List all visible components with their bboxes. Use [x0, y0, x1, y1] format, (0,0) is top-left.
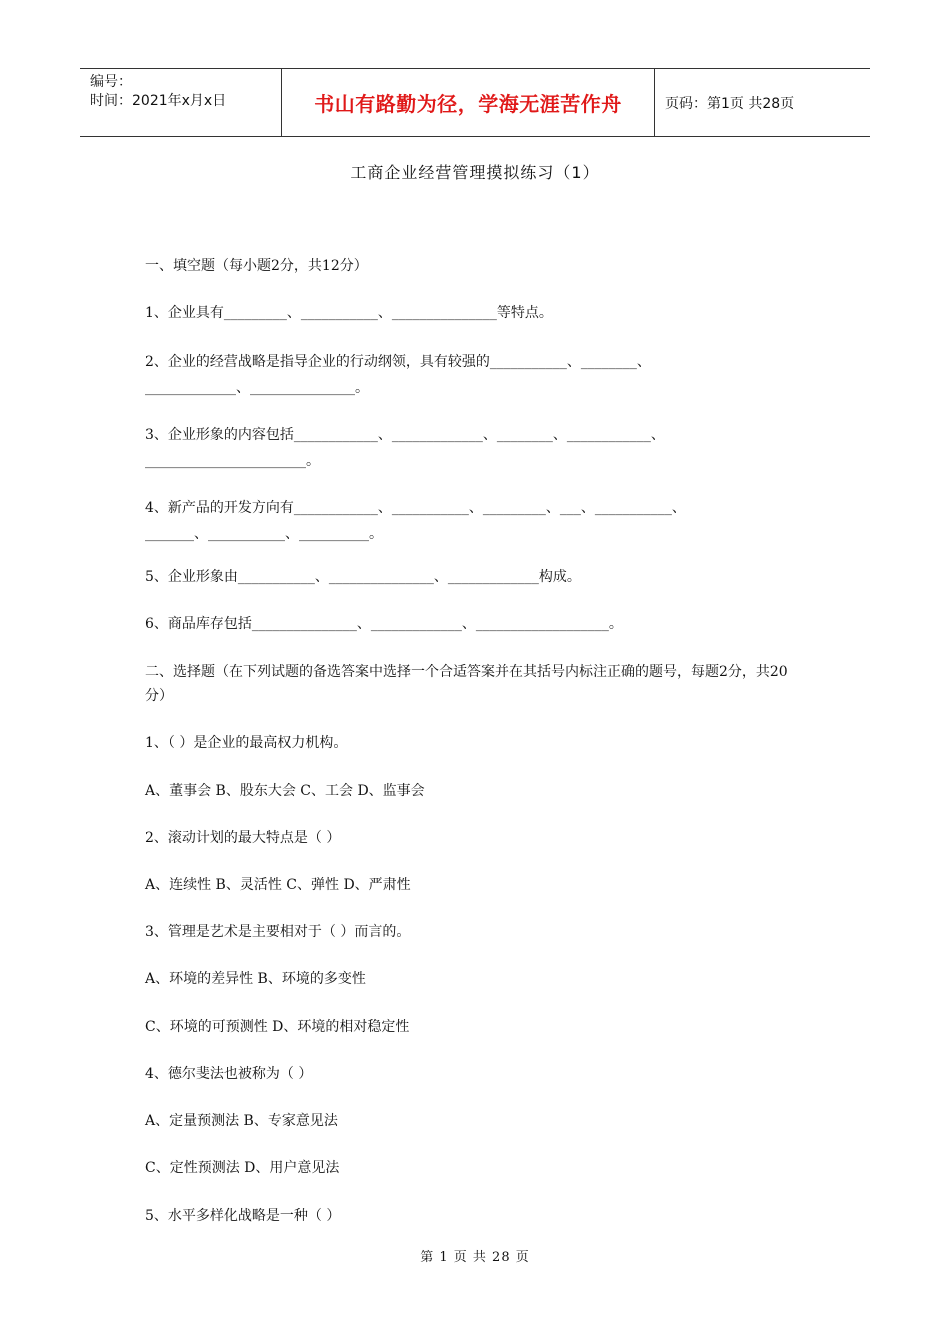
option-line: C、环境的可预测性 D、环境的相对稳定性 — [145, 1019, 410, 1035]
header-meta — [80, 69, 282, 136]
question-line: _____________、_______________。 — [145, 380, 369, 396]
question-line: 4、德尔斐法也被称为（ ） — [145, 1066, 313, 1082]
page-header — [80, 68, 870, 137]
option-line: A、环境的差异性 B、环境的多变性 — [145, 971, 366, 987]
time-label: 时间：2021年x月x日 — [90, 93, 227, 109]
option-line: A、连续性 B、灵活性 C、弹性 D、严肃性 — [145, 877, 411, 893]
question-line: 4、新产品的开发方向有____________、___________、_________、___、___________、 — [145, 500, 686, 516]
section-heading-fill-blank: 一、填空题（每小题2分，共12分） — [145, 258, 368, 274]
question-line: _______、___________、__________。 — [145, 526, 383, 542]
question-line: 1、企业具有_________、___________、_______________等特点。 — [145, 305, 553, 321]
question-line: 3、企业形象的内容包括____________、_____________、________、____________、 — [145, 427, 665, 443]
option-line: A、董事会 B、股东大会 C、工会 D、监事会 — [145, 783, 425, 799]
motto: 书山有路勤为径，学海无涯苦作舟 — [314, 92, 622, 116]
document-title: 工商企业经营管理摸拟练习（1） — [350, 163, 600, 182]
question-line: 3、管理是艺术是主要相对于（ ）而言的。 — [145, 924, 411, 940]
header-motto-cell — [282, 69, 655, 136]
page-footer: 第 1 页 共 28 页 — [420, 1250, 530, 1265]
section-heading-choice: 二、选择题（在下列试题的备选答案中选择一个合适答案并在其括号内标注正确的题号，每题2分，共20分） — [145, 664, 788, 704]
question-line: 1、（ ）是企业的最高权力机构。 — [145, 735, 348, 751]
question-line: 5、水平多样化战略是一种（ ） — [145, 1208, 341, 1224]
question-line: 2、滚动计划的最大特点是（ ） — [145, 830, 341, 846]
question-line: 6、商品库存包括_______________、_____________、___________________。 — [145, 616, 623, 632]
header-page-cell — [655, 69, 870, 136]
number-label: 编号： — [90, 74, 132, 90]
page-label: 页码：第1页 共28页 — [665, 95, 795, 112]
option-line: A、定量预测法 B、专家意见法 — [145, 1113, 338, 1129]
question-line: 5、企业形象由___________、_______________、_____________构成。 — [145, 569, 581, 585]
option-line: C、定性预测法 D、用户意见法 — [145, 1160, 340, 1176]
question-line: _______________________。 — [145, 453, 320, 469]
question-line: 2、企业的经营战略是指导企业的行动纲领，具有较强的___________、________、 — [145, 354, 651, 370]
